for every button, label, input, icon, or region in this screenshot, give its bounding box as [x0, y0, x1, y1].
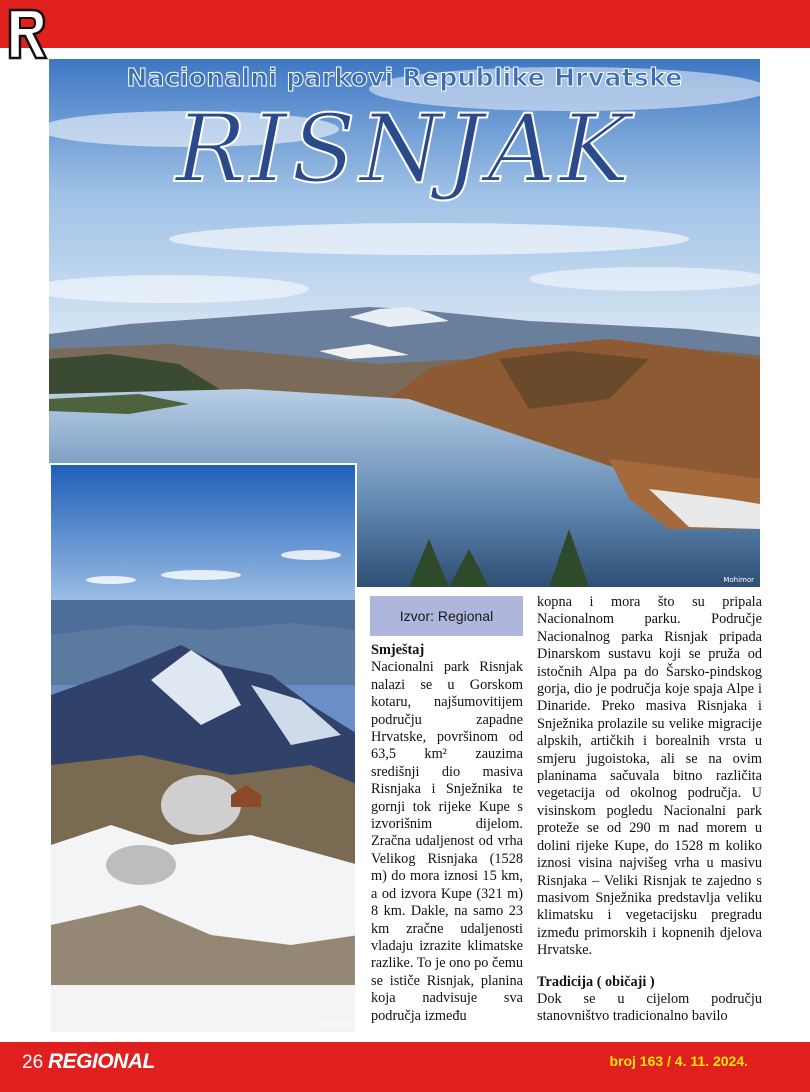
brand-logo: REGIONAL — [48, 1050, 155, 1073]
inset-photo-credit: Mohimor — [320, 1020, 351, 1028]
source-label: Izvor: Regional — [370, 596, 523, 636]
issue-info: broj 163 / 4. 11. 2024. — [609, 1053, 748, 1069]
section-heading-location: Smještaj — [371, 642, 425, 658]
mountain-peak-photo — [51, 465, 357, 1034]
page-number: 26 — [22, 1052, 44, 1073]
article-column-2 — [537, 594, 762, 1026]
hero-photo-credit: Mohimor — [723, 576, 754, 584]
inset-image — [49, 463, 357, 1034]
header-bar — [0, 0, 810, 48]
article-text-tradition: Dok se u cijelom području stanovništvo tradicionalno bavilo — [537, 990, 762, 1025]
hero-title: RISNJAK — [175, 95, 634, 204]
article-column-1 — [371, 642, 523, 1025]
article-text-col2: kopna i mora što su pripala Nacionalnom parku. Područje Nacionalnog parka Risnjak pripada Dinarskom sustavu koji se pruža od istočnih Alpa pa do Šarsko-pindskog gorja, dio je područja koje spaja Alpe i Dinaride. Preko masiva Risnjaka i Snježnika prolazile su velike migracije alpskih, artičkih i borealnih vrsta u smjeru jugoistoka, ali se na ovim planinama sačuvala bitno različita vegetacija od okolnog područja. U visinskom pogledu Nacionalni park proteže se od 290 m nad morem u dolini rijeke Kupe, do 1528 m koliko iznosi visina najvišeg vrha u masivu Risnjaka – Veliki Risnjak te zajedno s masivom Snježnika predstavlja veliku klimatsku i vegetacijsku pregradu između primorskih i kopnenih djelova Hrvatske. — [537, 594, 762, 959]
article-text-col1: Nacionalni park Risnjak nalazi se u Gorskom kotaru, najšumovitijem području zapadne Hrvatske, površinom od 63,5 km² zauzima središnji dio masiva Risnjaka i Snježnika te gornji tok rijeke Kupe s izvorišnim dijelom. Zračna udaljenost od vrha Velikog Risnjaka (1528 m) do mora iznosi 15 km, a od izvora Kupe (321 m) 8 km. Dakle, na samo 23 km zračne udaljenosti vladaju izrazite klimatske razlike. To je ono po čemu se ističe Risnjak, planina koja nadvisuje sva područja između — [371, 659, 523, 1024]
section-heading-tradition: Tradicija ( običaji ) — [537, 973, 655, 990]
hero-subtitle: Nacionalni parkovi Republike Hrvatske — [126, 63, 683, 92]
regional-r-logo-icon — [6, 4, 48, 62]
